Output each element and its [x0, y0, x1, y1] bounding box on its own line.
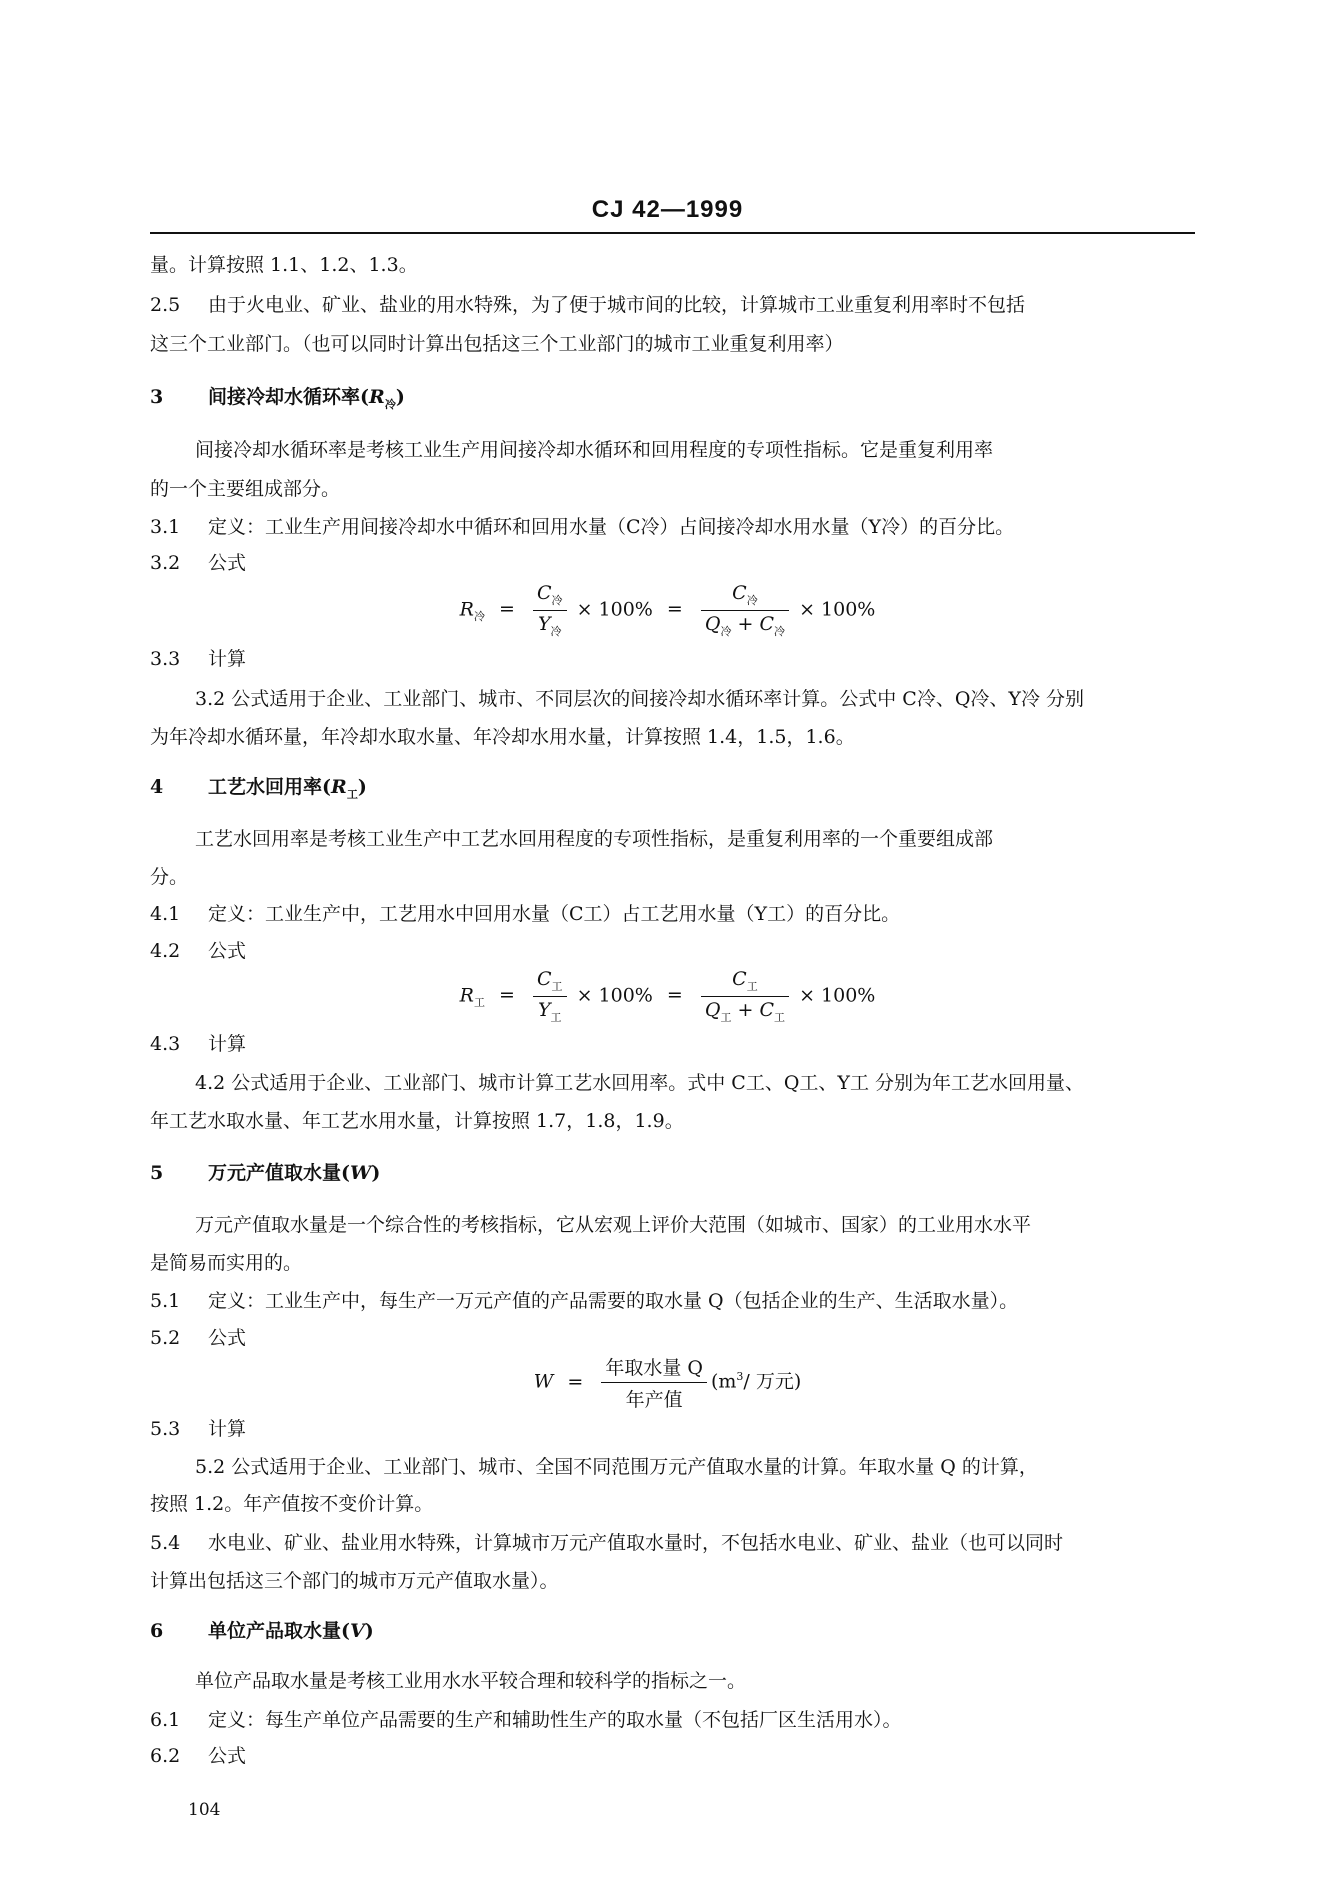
- clause-text: 计算: [208, 648, 247, 670]
- clause-5-2: [150, 1325, 1195, 1351]
- standard-code: CJ 42—1999: [591, 196, 744, 223]
- clause-number: 5.1: [150, 1290, 181, 1312]
- section-6-intro: 单位产品取水量是考核工业用水水平较合理和较科学的指标之一。: [195, 1670, 747, 1692]
- denominator-q: Q: [704, 998, 721, 1021]
- clause-text: 定义：每生产单位产品需要的生产和辅助性生产的取水量（不包括厂区生活用水）。: [208, 1709, 902, 1731]
- denominator-q-sub: 工: [720, 1010, 732, 1024]
- section-title: 单位产品取水量: [208, 1620, 342, 1642]
- plus-sign: +: [737, 612, 754, 635]
- section-number: 3: [150, 386, 164, 408]
- clause-2-5-line-1: [150, 292, 1195, 318]
- denominator-q-sub: 冷: [720, 624, 732, 638]
- clause-text: 计算: [208, 1033, 247, 1055]
- unit-exponent: 3: [736, 1370, 744, 1384]
- equals-sign: =: [499, 984, 515, 1007]
- numerator: C: [732, 968, 747, 990]
- clause-number: 5.2: [150, 1327, 181, 1349]
- numerator: C: [732, 582, 747, 604]
- section-title: 万元产值取水量: [208, 1162, 342, 1184]
- clause-4-3-text-2: 年工艺水取水量、年工艺水用水量，计算按照 1.7，1.8，1.9。: [150, 1110, 684, 1132]
- section-number: 5: [150, 1162, 164, 1184]
- section-4-heading: 4 工艺水回用率$(R_工)$: [150, 776, 367, 801]
- clause-6-2: [150, 1743, 1195, 1769]
- clause-number: 3.3: [150, 648, 181, 670]
- clause-4-3: [150, 1031, 1195, 1057]
- fraction: [701, 582, 789, 639]
- numerator-sub: 冷: [551, 593, 563, 607]
- unit-suffix: / 万元): [743, 1370, 802, 1393]
- clause-2-5-line-2: 这三个工业部门。（也可以同时计算出包括这三个工业部门的城市工业重复利用率）: [150, 333, 844, 355]
- clause-text: 公式: [208, 1327, 247, 1349]
- denominator-c: C: [759, 998, 775, 1021]
- clause-number: 6.2: [150, 1745, 181, 1767]
- clause-number: 4.3: [150, 1033, 181, 1055]
- denominator-q: Q: [704, 612, 721, 635]
- denominator-sub: 工: [550, 1010, 562, 1024]
- fraction: [533, 582, 567, 639]
- clause-text: 定义：工业生产用间接冷却水中循环和回用水量（C冷）占间接冷却水用水量（Y冷）的百分比。: [208, 516, 1015, 538]
- numerator: C: [536, 968, 552, 990]
- clause-text: 公式: [208, 552, 247, 574]
- clause-text: 公式: [208, 940, 247, 962]
- numerator-sub: 工: [746, 979, 758, 993]
- equals-sign: =: [567, 1370, 584, 1393]
- formula-lhs: W: [533, 1370, 554, 1393]
- unit-prefix: (m: [710, 1370, 737, 1393]
- section-symbol-sub: 工: [346, 787, 358, 801]
- numerator-sub: 工: [551, 979, 563, 993]
- section-symbol: W: [350, 1162, 372, 1184]
- denominator: Y: [537, 998, 551, 1021]
- fraction: [601, 1353, 707, 1412]
- header-rule: [150, 232, 1195, 234]
- clause-number: 2.5: [150, 294, 181, 316]
- numerator-sub: 冷: [746, 593, 758, 607]
- denominator-sub: 冷: [550, 624, 562, 638]
- clause-4-3-text-1: 4.2 公式适用于企业、工业部门、城市计算工艺水回用率。式中 C工、Q工、Y工 分别为年工艺水回用量、: [195, 1072, 1084, 1094]
- section-symbol: R: [369, 386, 385, 408]
- denominator: 年产值: [625, 1389, 683, 1411]
- clause-4-2: [150, 938, 1195, 964]
- section-symbol-sub: 冷: [384, 397, 396, 411]
- denominator-c: C: [759, 612, 775, 635]
- equals-sign: =: [499, 598, 515, 621]
- section-3-intro-2: 的一个主要组成部分。: [150, 478, 341, 500]
- section-5-intro-1: 万元产值取水量是一个综合性的考核指标，它从宏观上评价大范围（如城市、国家）的工业用水水平: [195, 1214, 1032, 1236]
- clause-5-3: [150, 1416, 1195, 1442]
- equals-sign: =: [666, 984, 683, 1007]
- section-symbol: V: [350, 1620, 365, 1642]
- section-number: 6: [150, 1620, 164, 1642]
- clause-text: 水电业、矿业、盐业用水特殊，计算城市万元产值取水量时，不包括水电业、矿业、盐业（也可以同时: [208, 1532, 1064, 1554]
- fraction: [701, 968, 789, 1025]
- clause-5-4-line-1: [150, 1530, 1195, 1556]
- clause-number: 3.2: [150, 552, 181, 574]
- denominator: Y: [537, 612, 551, 635]
- section-symbol: R: [331, 776, 347, 798]
- denominator-c-sub: 冷: [774, 624, 786, 638]
- formula-lhs: R: [459, 598, 474, 621]
- clause-4-1: [150, 901, 1195, 927]
- clause-text: 计算: [208, 1418, 247, 1440]
- clause-number: 4.2: [150, 940, 181, 962]
- clause-number: 6.1: [150, 1709, 181, 1731]
- denominator-c-sub: 工: [774, 1010, 786, 1024]
- clause-text: 由于火电业、矿业、盐业的用水特殊，为了便于城市间的比较，计算城市工业重复利用率时不包括: [208, 294, 1026, 316]
- clause-text: 定义：工业生产中，工艺用水中回用水量（C工）占工艺用水量（Y工）的百分比。: [208, 903, 901, 925]
- percent-factor: × 100%: [799, 984, 876, 1007]
- clause-number: 4.1: [150, 903, 181, 925]
- clause-text: 定义：工业生产中，每生产一万元产值的产品需要的取水量 Q（包括企业的生产、生活取水量）。: [208, 1290, 1019, 1312]
- formula-3: [0, 582, 1335, 639]
- equals-sign: =: [666, 598, 683, 621]
- section-3-heading: 3 间接冷却水循环率$(R_冷)$: [150, 386, 405, 411]
- numerator: 年取水量 Q: [601, 1353, 707, 1383]
- formula-4: [0, 968, 1335, 1025]
- clause-5-4-line-2: 计算出包括这三个部门的城市万元产值取水量）。: [150, 1570, 559, 1592]
- clause-3-3-text-2: 为年冷却水循环量，年冷却水取水量、年冷却水用水量，计算按照 1.4，1.5，1.6。: [150, 726, 855, 748]
- section-6-heading: 6 单位产品取水量(V): [150, 1620, 374, 1642]
- clause-5-3-text-1: 5.2 公式适用于企业、工业部门、城市、全国不同范围万元产值取水量的计算。年取水量 Q 的计算，: [195, 1456, 1038, 1478]
- section-title: 工艺水回用率: [208, 776, 323, 798]
- numerator: C: [536, 582, 552, 604]
- section-5-heading: 5 万元产值取水量(W): [150, 1162, 381, 1184]
- clause-text: 公式: [208, 1745, 247, 1767]
- clause-number: 5.4: [150, 1532, 181, 1554]
- clause-5-3-text-2: 按照 1.2。年产值按不变价计算。: [150, 1493, 434, 1515]
- clause-5-1: [150, 1288, 1195, 1314]
- continuation-line: 量。计算按照 1.1、1.2、1.3。: [150, 254, 418, 276]
- percent-factor: × 100%: [576, 984, 653, 1007]
- section-4-intro-2: 分。: [150, 866, 189, 888]
- page-number: 104: [188, 1800, 221, 1820]
- clause-3-3: [150, 646, 1195, 672]
- section-5-intro-2: 是简易而实用的。: [150, 1252, 303, 1274]
- formula-5: [0, 1353, 1335, 1412]
- section-number: 4: [150, 776, 164, 798]
- clause-3-3-text-1: 3.2 公式适用于企业、工业部门、城市、不同层次的间接冷却水循环率计算。公式中 C冷、Q冷、Y冷 分别: [195, 688, 1084, 710]
- formula-sub: 冷: [473, 610, 485, 624]
- clause-3-1: [150, 514, 1195, 540]
- plus-sign: +: [737, 998, 754, 1021]
- clause-6-1: [150, 1707, 1195, 1733]
- clause-number: 5.3: [150, 1418, 181, 1440]
- clause-number: 3.1: [150, 516, 181, 538]
- clause-3-2: [150, 550, 1195, 576]
- percent-factor: × 100%: [576, 598, 653, 621]
- section-title: 间接冷却水循环率: [208, 386, 361, 408]
- formula-lhs: R: [459, 984, 474, 1007]
- percent-factor: × 100%: [799, 598, 876, 621]
- fraction: [533, 968, 567, 1025]
- formula-sub: 工: [473, 996, 485, 1010]
- section-4-intro-1: 工艺水回用率是考核工业生产中工艺水回用程度的专项性指标，是重复利用率的一个重要组成部: [195, 828, 994, 850]
- section-3-intro-1: 间接冷却水循环率是考核工业生产用间接冷却水循环和回用程度的专项性指标。它是重复利用率: [195, 439, 994, 461]
